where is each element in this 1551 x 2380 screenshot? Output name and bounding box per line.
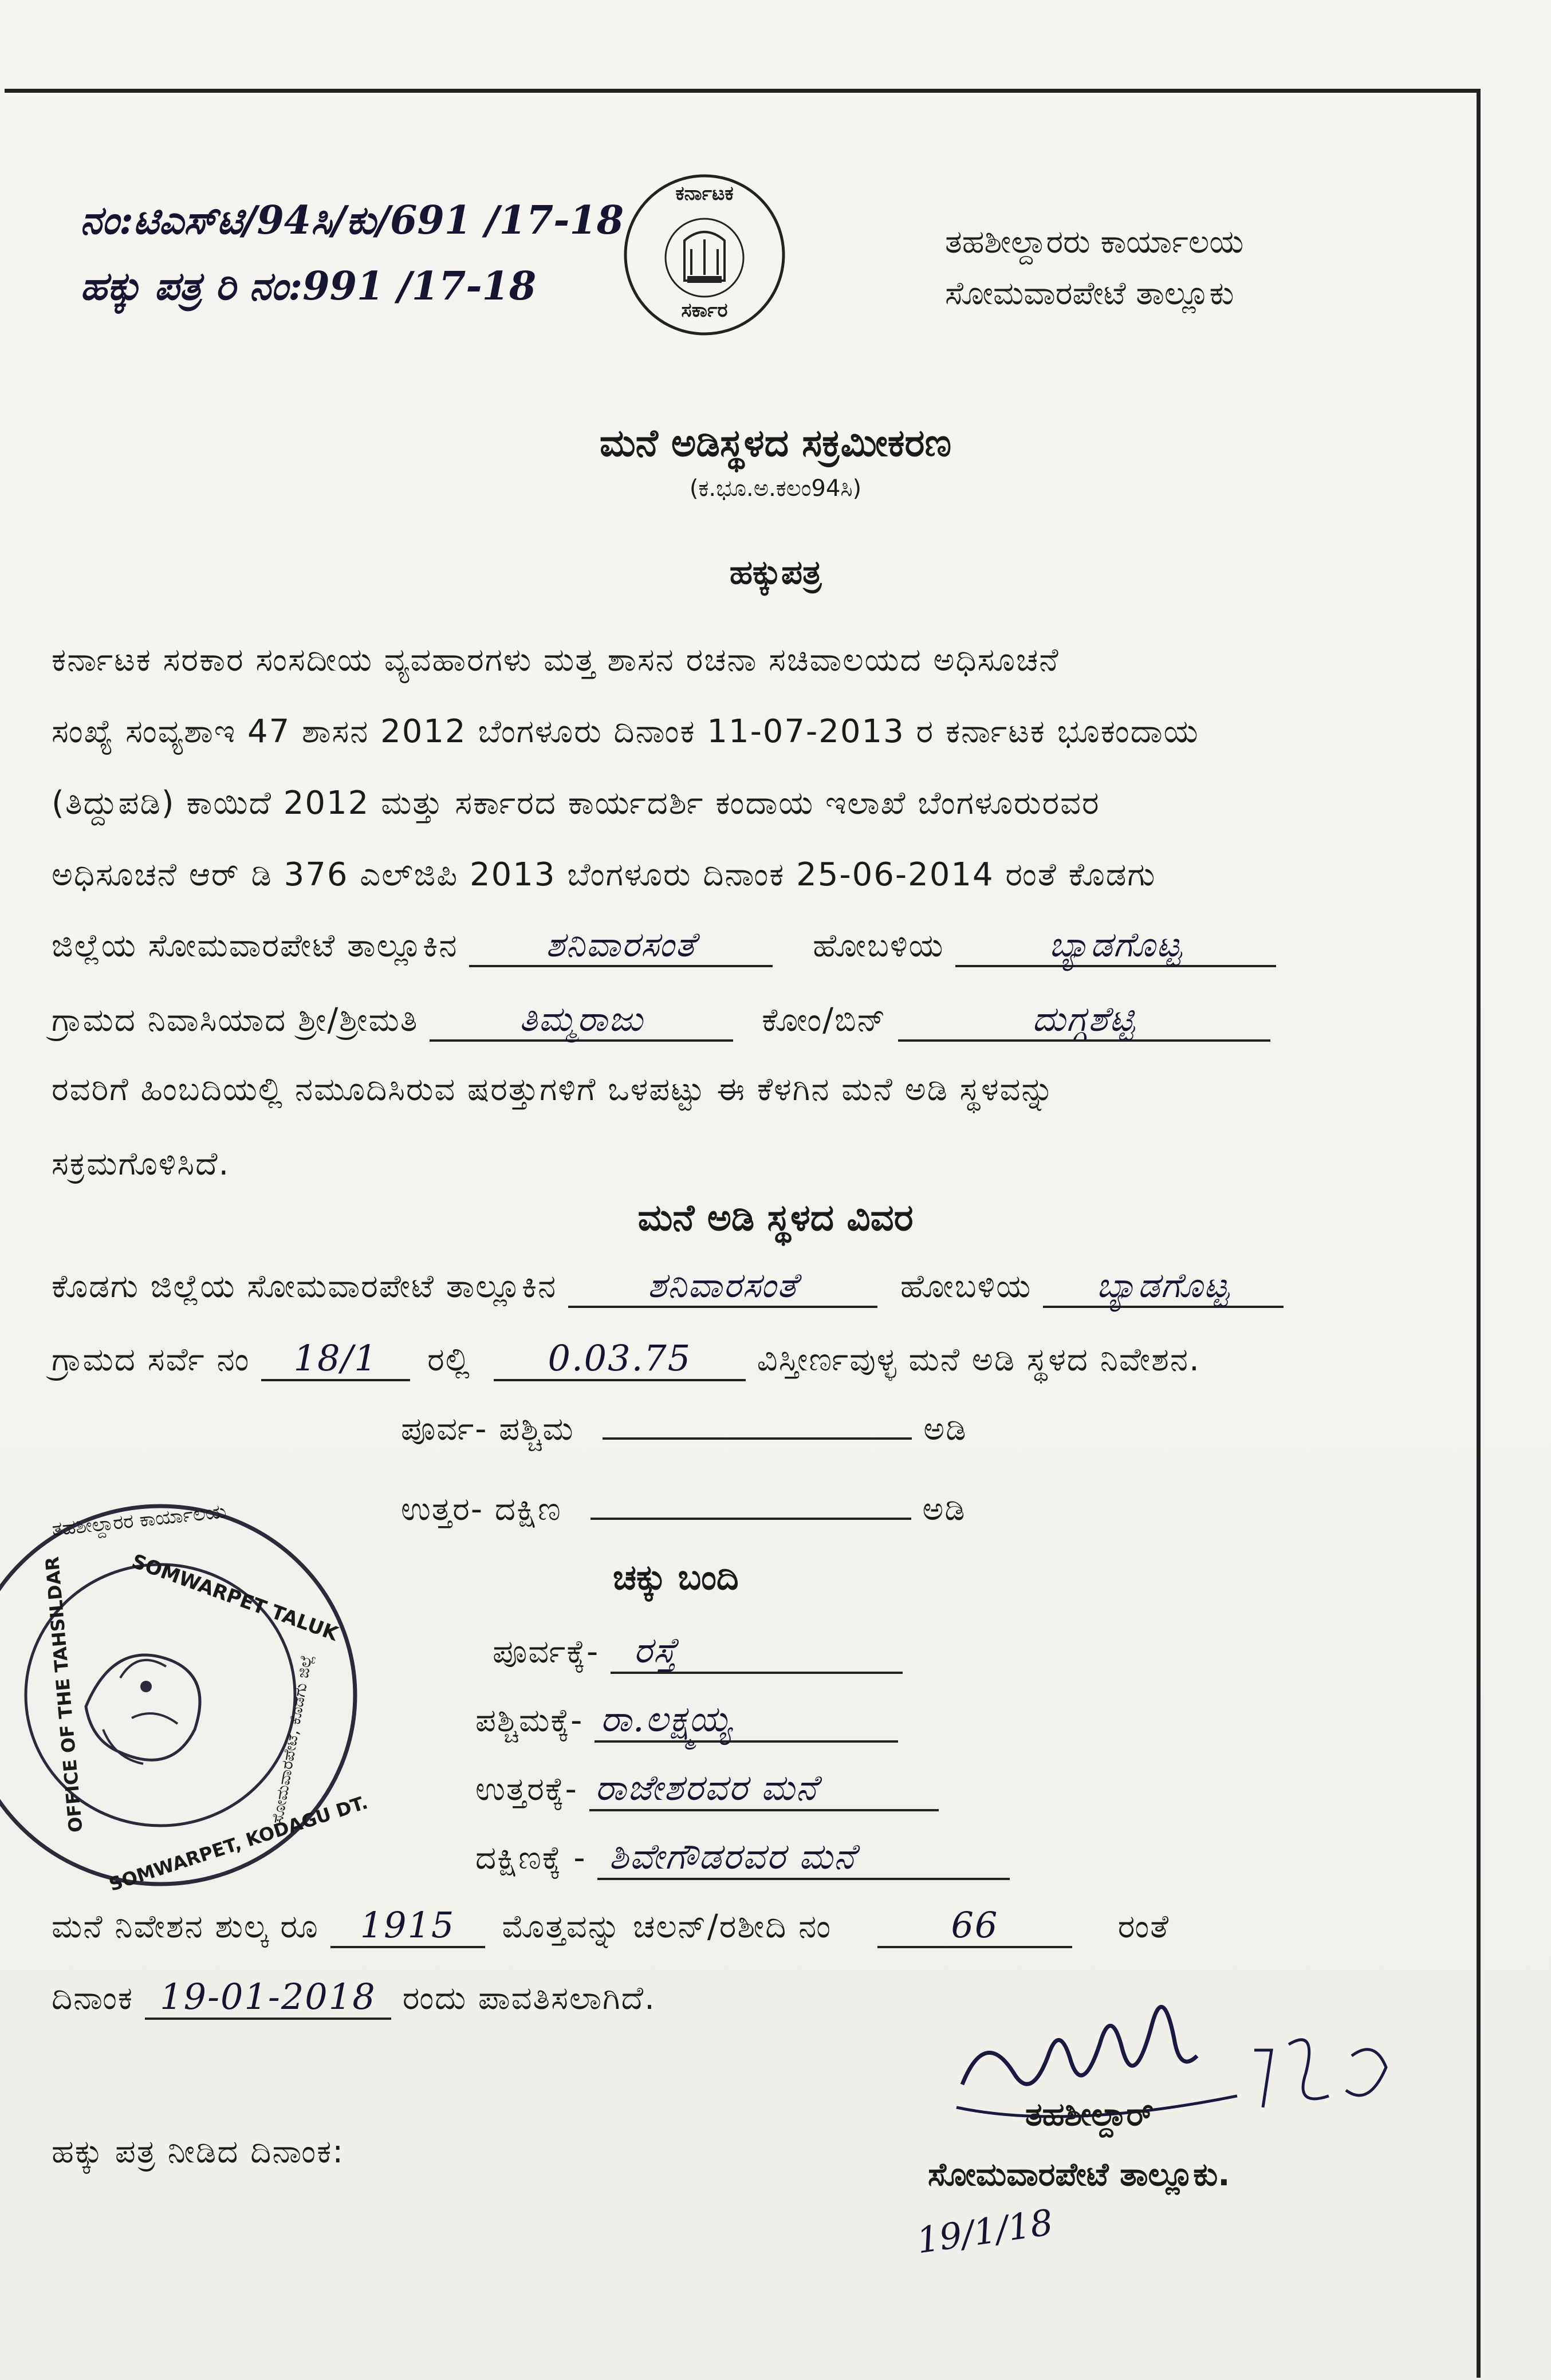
body-line-6	[52, 999, 1270, 1042]
receipt-number-field: 66	[877, 1904, 1072, 1948]
karnataka-emblem	[621, 172, 788, 338]
fee-amount-field: 1915	[330, 1904, 485, 1948]
signatory-office: ಸೋಮವಾರಪೇಟೆ ತಾಲ್ಲೂಕು.	[928, 2156, 1230, 2193]
seal-text-left: OFFICE OF THE TAHSILDAR	[41, 1555, 87, 1834]
boundary-south-label: ದಕ್ಷಿಣಕ್ಕೆ -	[475, 1839, 586, 1877]
body-line-6-text: ಗ್ರಾಮದ ನಿವಾಸಿಯಾದ ಶ್ರೀ/ಶ್ರೀಮತಿ	[52, 1002, 419, 1039]
seal-text-bottom: SOMWARPET, KODAGU DT.	[106, 1791, 371, 1896]
body-line-3: (ತಿದ್ದುಪಡಿ) ಕಾಯಿದೆ 2012 ಮತ್ತು ಸರ್ಕಾರದ ಕಾರ್ಯದರ್ಶಿ ಕಂದಾಯ ಇಲಾಖೆ ಬೆಂಗಳೂರುರವರ	[52, 785, 1100, 822]
body-line-8: ಸಕ್ರಮಗೊಳಿಸಿದೆ.	[52, 1145, 230, 1183]
boundary-east-value: ರಸ್ತೆ	[611, 1629, 903, 1674]
seal-text-top: SOMWARPET TALUK	[128, 1550, 341, 1646]
north-south-field	[591, 1489, 911, 1520]
survey-number-field: 18/1	[261, 1337, 410, 1381]
details-line-1-text: ಕೊಡಗು ಜಿಲ್ಲೆಯ ಸೋಮವಾರಪೇಟೆ ತಾಲ್ಲೂಕಿನ	[52, 1268, 557, 1305]
fee-line-1-middle: ಮೊತ್ತವನ್ನು ಚಲನ್/ರಶೀದಿ ನಂ	[502, 1908, 832, 1945]
tahsildar-signature	[951, 1959, 1420, 2130]
title-deed-number: ಹಕ್ಕು ಪತ್ರ ರಿ ನಂ:991 /17-18	[80, 263, 537, 309]
north-south-row	[401, 1489, 966, 1528]
details-village-field: ಬ್ಯಾಡಗೊಟ್ಟ	[1043, 1266, 1284, 1308]
signature-date: 19/1/18	[914, 2201, 1056, 2262]
north-south-unit: ಅಡಿ	[922, 1491, 966, 1528]
area-field: 0.03.75	[494, 1337, 746, 1381]
boundary-north-value: ರಾಜೇಶರವರ ಮನೆ	[589, 1767, 939, 1811]
details-line-2	[52, 1337, 1200, 1381]
document-type: ಹಕ್ಕುಪತ್ರ	[729, 553, 822, 592]
emblem-top-text: ಕರ್ನಾಟಕ	[675, 182, 734, 205]
body-line-5	[52, 925, 1276, 967]
details-hobli-field: ಶನಿವಾರಸಂತೆ	[568, 1266, 877, 1308]
body-line-5-text: ಜಿಲ್ಲೆಯ ಸೋಮವಾರಪೇಟೆ ತಾಲ್ಲೂಕಿನ	[52, 927, 458, 964]
east-west-unit: ಅಡಿ	[923, 1410, 967, 1448]
father-name-field: ದುಗ್ಗಶೆಟ್ಟಿ	[898, 999, 1270, 1042]
fee-date-label: ದಿನಾಂಕ	[52, 1980, 134, 2017]
seal-kannada-bottom: ಸೋಮವಾರಪೇಟೆ, ಕೊಡಗು ಜಿಲ್ಲೆ	[267, 1653, 316, 1826]
body-line-2: ಸಂಖ್ಯೆ ಸಂವ್ಯಶಾಇ 47 ಶಾಸನ 2012 ಬೆಂಗಳೂರು ದಿನಾಂಕ 11-07-2013 ರ ಕರ್ನಾಟಕ ಭೂಕಂದಾಯ	[52, 713, 1199, 750]
payment-date-field: 19-01-2018	[145, 1976, 391, 2020]
boundary-west-value: ರಾ.ಲಕ್ಷ್ಮಯ್ಯ	[595, 1698, 898, 1743]
boundaries-heading: ಚಕ್ಕು ಬಂದಿ	[613, 1558, 739, 1598]
boundary-north-row	[475, 1767, 939, 1811]
details-line-2-text: ಗ್ರಾಮದ ಸರ್ವೆ ನಂ	[52, 1341, 250, 1378]
boundary-west-label: ಪಶ್ಚಿಮಕ್ಕೆ-	[475, 1702, 584, 1739]
relation-label: ಕೋಂ/ಬಿನ್	[762, 1002, 887, 1039]
east-west-row	[401, 1409, 967, 1448]
boundary-west-row	[475, 1698, 898, 1743]
document-title: ಮನೆ ಅಡಿಸ್ಥಳದ ಸಕ್ರಮೀಕರಣ	[599, 421, 952, 465]
boundary-north-label: ಉತ್ತರಕ್ಕೆ-	[475, 1771, 578, 1808]
hobli-suffix: ಹೋಬಳಿಯ	[813, 927, 944, 964]
details-hobli-suffix: ಹೋಬಳಿಯ	[900, 1268, 1032, 1305]
office-name: ತಹಶೀಲ್ದಾರರು ಕಾರ್ಯಾಲಯ	[945, 223, 1244, 261]
area-suffix: ವಿಸ್ತೀರ್ಣವುಳ್ಳ ಮನೆ ಅಡಿ ಸ್ಥಳದ ನಿವೇಶನ.	[757, 1341, 1200, 1378]
reference-number: ನಂ:ಟಿಎಸ್‌ಟಿ/94ಸಿ/ಕು/691 /17-18	[80, 198, 624, 243]
signatory-title: ತಹಶೀಲ್ದಾರ್	[1025, 2096, 1154, 2133]
fee-line-1-suffix: ರಂತೆ	[1117, 1908, 1170, 1945]
details-heading: ಮನೆ ಅಡಿ ಸ್ಥಳದ ವಿವರ	[637, 1197, 914, 1239]
hobli-field: ಶನಿವಾರಸಂತೆ	[469, 925, 773, 967]
seal-kannada-top: ತಹಶೀಲ್ದಾರರ ಕಾರ್ಯಾಲಯ	[50, 1500, 227, 1541]
east-west-label: ಪೂರ್ವ- ಪಶ್ಚಿಮ	[401, 1410, 574, 1448]
body-line-4: ಅಧಿಸೂಚನೆ ಆರ್ ಡಿ 376 ಎಲ್‌ಜಿಪಿ 2013 ಬೆಂಗಳೂರು ದಿನಾಂಕ 25-06-2014 ರಂತೆ ಕೊಡಗು	[52, 856, 1156, 893]
owner-name-field: ತಿಮ್ಮರಾಜು	[430, 999, 733, 1042]
survey-suffix: ರಲ್ಲಿ	[427, 1341, 471, 1378]
fee-line-1-text: ಮನೆ ನಿವೇಶನ ಶುಲ್ಕ ರೂ	[52, 1908, 319, 1945]
details-line-1	[52, 1266, 1284, 1308]
boundary-east-row	[493, 1629, 903, 1674]
fee-line-2	[52, 1976, 656, 2020]
body-line-1: ಕರ್ನಾಟಕ ಸರಕಾರ ಸಂಸದೀಯ ವ್ಯವಹಾರಗಳು ಮತ್ತ ಶಾಸನ ರಚನಾ ಸಚಿವಾಲಯದ ಅಧಿಸೂಚನೆ	[52, 641, 1060, 679]
boundary-east-label: ಪೂರ್ವಕ್ಕೆ-	[493, 1633, 600, 1670]
office-seal	[0, 1489, 371, 1901]
legal-section: (ಕ.ಭೂ.ಅ.ಕಲಂ94ಸಿ)	[689, 475, 862, 502]
fee-line-1	[52, 1904, 1170, 1948]
north-south-label: ಉತ್ತರ- ದಕ್ಷಿಣ	[401, 1491, 562, 1528]
boundary-south-row	[475, 1835, 1010, 1880]
boundary-south-value: ಶಿವೇಗೌಡರವರ ಮನೆ	[597, 1835, 1010, 1880]
village-field: ಬ್ಯಾಡಗೊಟ್ಟ	[955, 925, 1276, 967]
east-west-field	[603, 1409, 912, 1440]
office-taluk: ಸೋಮವಾರಪೇಟೆ ತಾಲ್ಲೂಕು	[945, 275, 1234, 312]
body-line-7: ರವರಿಗೆ ಹಿಂಬದಿಯಲ್ಲಿ ನಮೂದಿಸಿರುವ ಷರತ್ತುಗಳಿಗೆ ಒಳಪಟ್ಟು ಈ ಕೆಳಗಿನ ಮನೆ ಅಡಿ ಸ್ಥಳವನ್ನು	[52, 1071, 1055, 1108]
emblem-bottom-text: ಸರ್ಕಾರ	[681, 299, 728, 322]
issue-date-label: ಹಕ್ಕು ಪತ್ರ ನೀಡಿದ ದಿನಾಂಕ:	[52, 2133, 345, 2170]
fee-line-2-suffix: ರಂದು ಪಾವತಿಸಲಾಗಿದೆ.	[402, 1980, 656, 2017]
